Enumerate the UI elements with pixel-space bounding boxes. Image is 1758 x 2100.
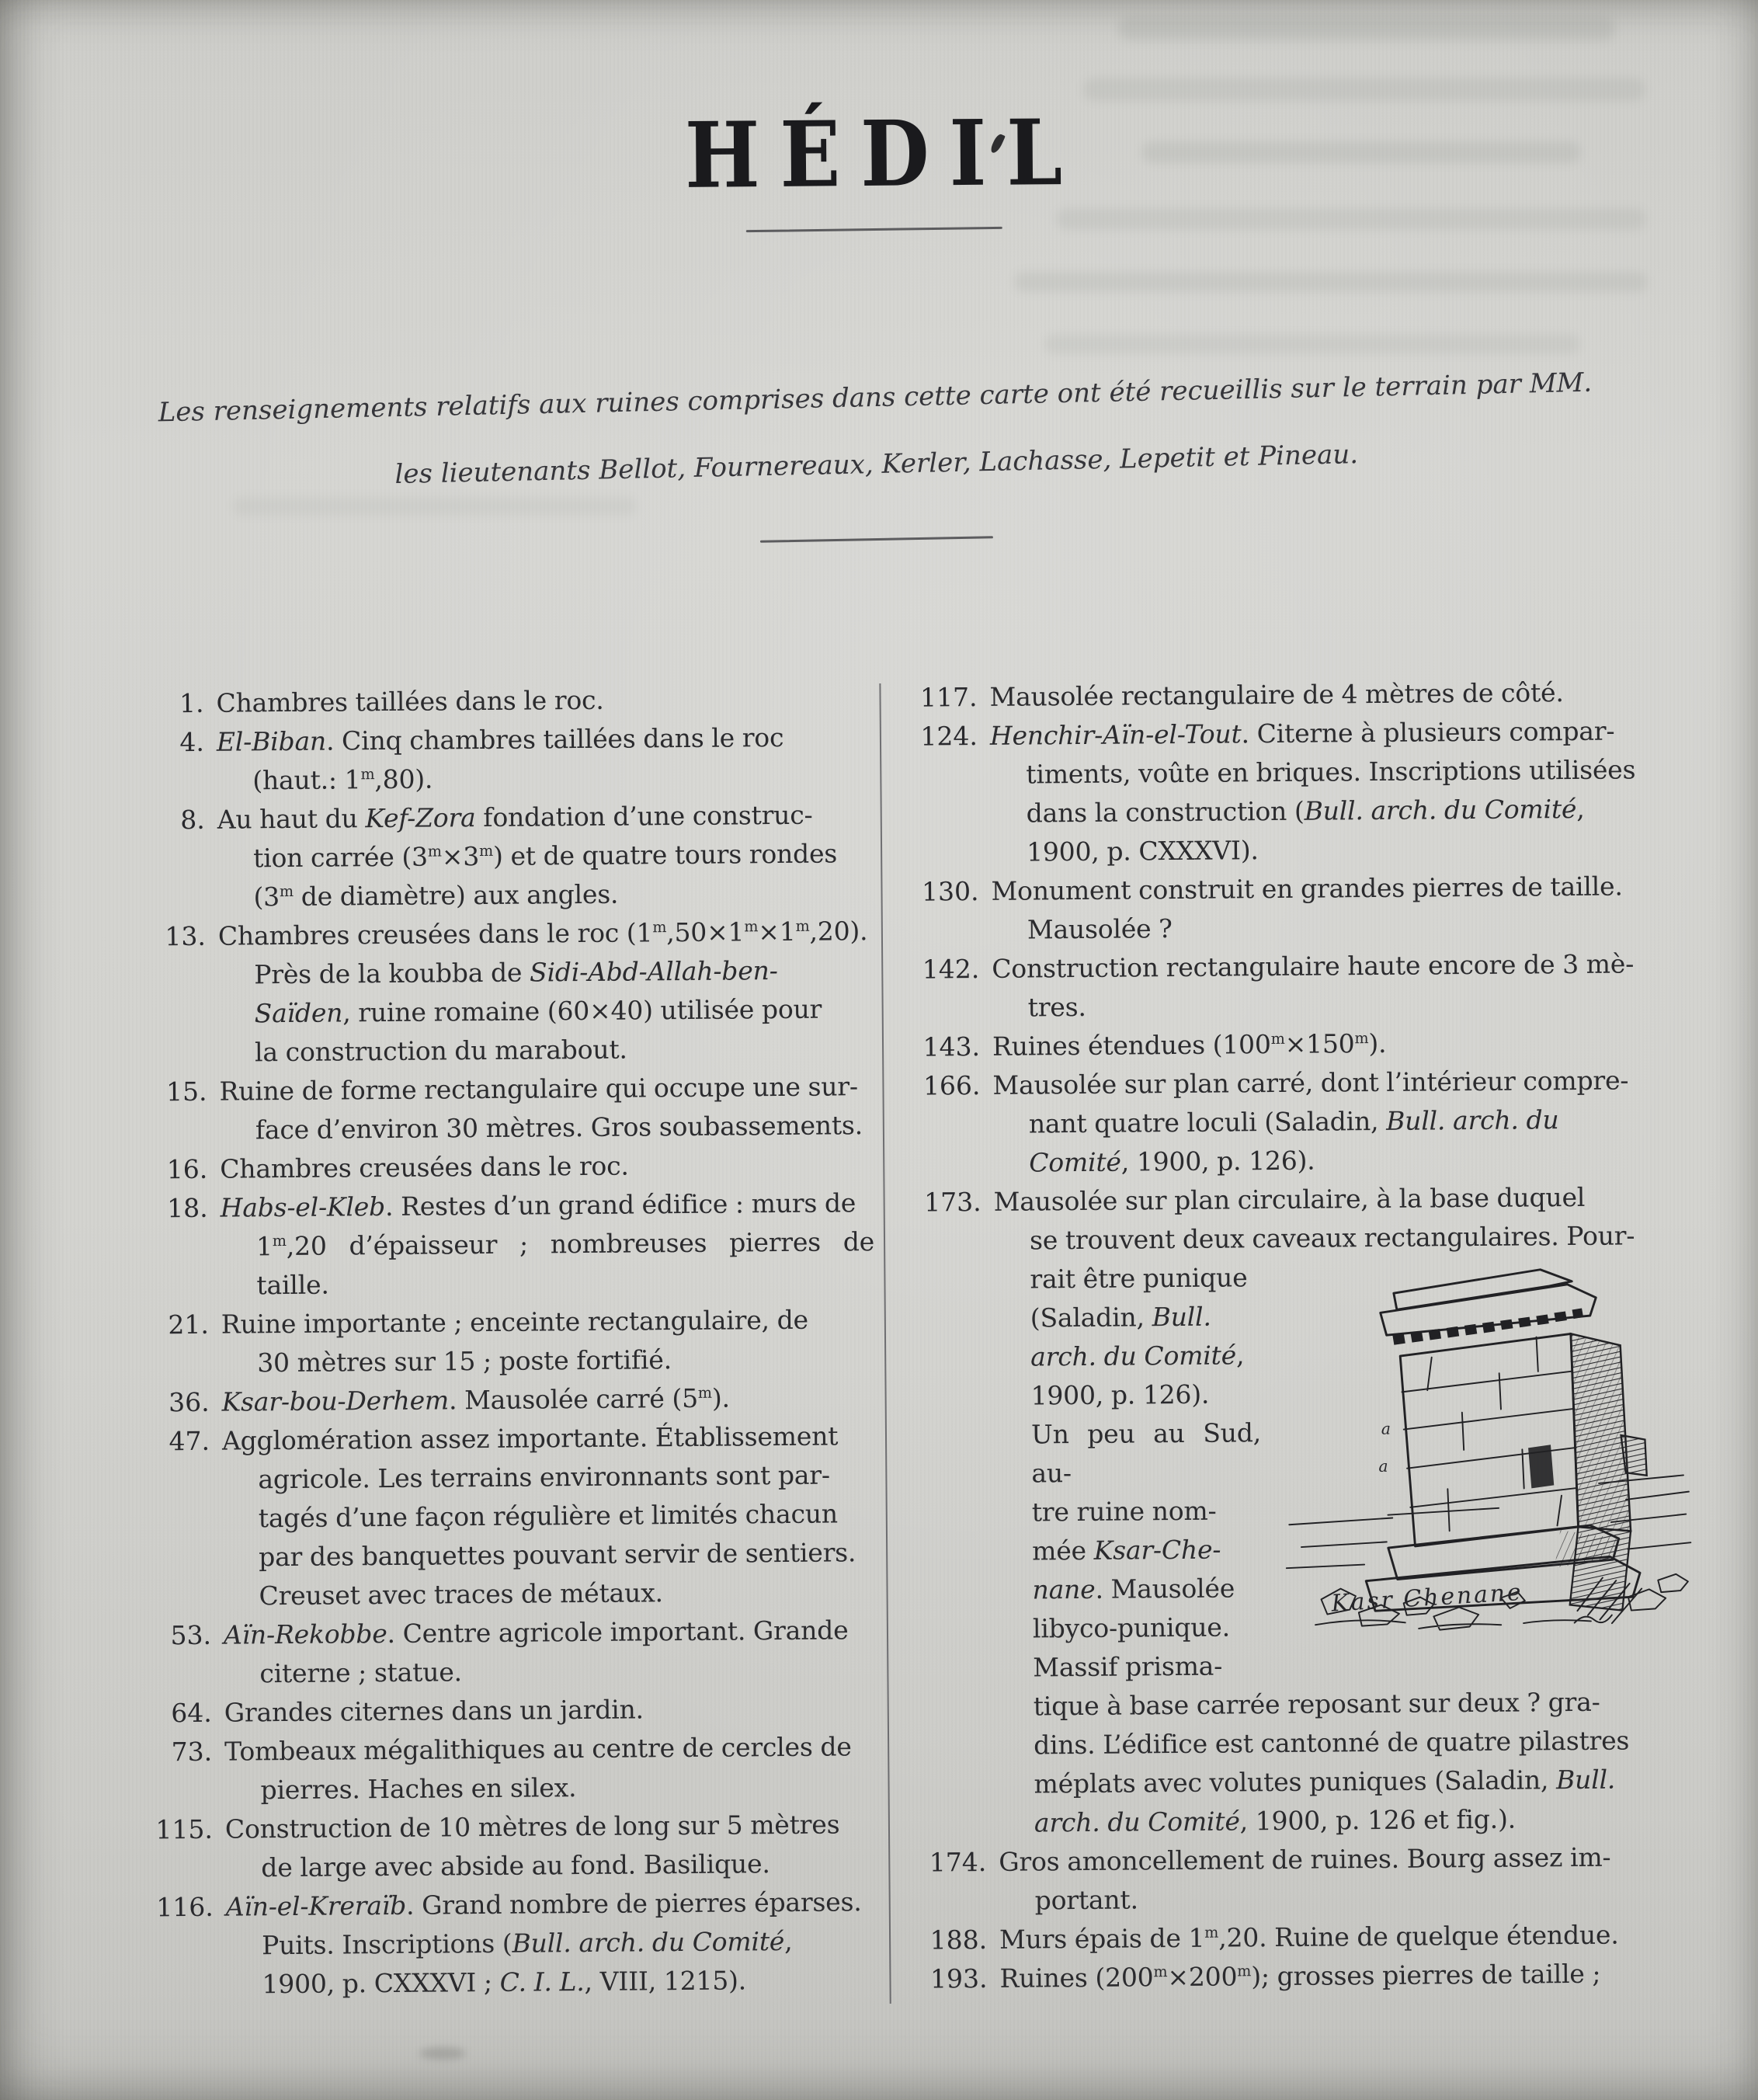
list-item xyxy=(137,1300,876,1383)
item-text: Construction de 10 mètres de long sur 5 mètres de large avec abside au fond. Basilique. xyxy=(224,1809,840,1883)
tower-front-face xyxy=(1400,1333,1579,1546)
item-text: Ruine importante ; enceinte rectangulaire, de 30 mètres sur 15 ; poste fortifié. xyxy=(221,1304,809,1379)
footing-hatched xyxy=(1569,1527,1631,1612)
item-number: 21. xyxy=(168,1309,209,1340)
item-text: Tombeaux mégalithiques au centre de cercles de pierres. Haches en silex. xyxy=(224,1731,852,1806)
page-content xyxy=(0,99,1758,2037)
item-number: 117. xyxy=(919,682,978,713)
intro-paragraph: Les renseignements relatifs aux ruines comprises dans cette carte ont été recueillis sur le terrain par MM. les lieutenants Bellot, Fournereaux, Kerler, Lachasse, Lepetit et Pineau. xyxy=(158,367,1593,490)
cap-dentils xyxy=(1392,1308,1583,1344)
item-text: Henchir-Aïn-el-Tout. Citerne à plusieurs compar- timents, voûte en briques. Inscriptions utilisées dans la construction (Bull. arch. du Comité, 1900, p. CXXXVI). xyxy=(989,715,1636,867)
list-item xyxy=(142,1883,881,2004)
list-item xyxy=(132,679,870,723)
list-item xyxy=(902,1022,1696,1067)
side-step-out xyxy=(1621,1435,1647,1476)
list-item xyxy=(899,673,1693,718)
item-text: Mausolée rectangulaire de 4 mètres de côté. xyxy=(989,677,1564,712)
item-number: 64. xyxy=(171,1697,212,1729)
item-number: 188. xyxy=(929,1924,988,1956)
item-text: Grandes citernes dans un jardin. xyxy=(224,1694,644,1728)
item-number: 115. xyxy=(155,1813,214,1845)
sketch-annotation-a1: a xyxy=(1381,1419,1391,1438)
item-number: 193. xyxy=(929,1963,988,1994)
item-text: Habs-el-Kleb. Restes d’un grand édifice : murs de 1$^m$,20 d’épaisseur ; nombreuses pierres de taille. xyxy=(220,1187,875,1301)
item-number: 130. xyxy=(921,875,979,907)
front-course-lines xyxy=(1402,1337,1578,1532)
item-number: 8. xyxy=(180,804,205,836)
front-shadow-gap xyxy=(1528,1445,1554,1488)
item-text: Mausolée sur plan circulaire, à la base duquel se trouvent deux caveaux rectangulaires. Pour- a a Kasr Chenane rait être punique (Saladin, Bull. arch. du Comité, 1900, p. 126). Un peu au Sud, au- tre ruine nom- mée Ksar-Che- nane. Mausolée libyco-punique. Massif prisma- tique à base carrée reposant sur deux ? gra- dins. L’édifice est cantonné de quatre pilastres méplats avec volutes puniques (Saladin, Bull. arch. du Comité, 1900, p. 126 et fig.). xyxy=(993,1177,1702,1843)
item-number: 16. xyxy=(166,1153,208,1185)
list-item xyxy=(909,1954,1703,1999)
list-item xyxy=(135,1067,874,1150)
item-number: 36. xyxy=(168,1386,210,1418)
sketch-annotation-a2: a xyxy=(1378,1456,1388,1476)
list-item xyxy=(141,1727,879,1810)
item-number: 124. xyxy=(920,720,978,752)
item-text: Aïn-Rekobbe. Centre agricole important. Grande citerne ; statue. xyxy=(223,1615,849,1689)
column-divider xyxy=(879,683,891,2004)
item-text: El-Biban. Cinq chambres taillées dans le roc (haut.: 1$^m$,80). xyxy=(216,721,784,796)
cap-slab-upper xyxy=(1394,1269,1572,1309)
item-text: Mausolée sur plan carré, dont l’intérieur compre- nant quatre loculi (Saladin, Bull. arch. du Comité, 1900, p. 126). xyxy=(992,1065,1629,1178)
list-item xyxy=(136,1145,874,1189)
item-text: Ksar-bou-Derhem. Mausolée carré (5$^m$). xyxy=(221,1382,730,1417)
list-item xyxy=(902,944,1696,1028)
figure-wrap xyxy=(1030,1255,1702,1843)
item-number: 174. xyxy=(929,1846,987,1878)
item-number: 142. xyxy=(922,953,980,985)
item-text: Chambres creusées dans le roc $(1^m,50\times 1^m\times 1^m,20)$. Près de la koubba de Sidi-Abd-Allah-ben- Saïden, ruine romaine (60×40) utilisée pour la construction du marabout. xyxy=(217,916,868,1068)
list-item xyxy=(141,1805,880,1888)
item-text: Monument construit en grandes pierres de taille. Mausolée ? xyxy=(991,871,1623,945)
item-number: 4. xyxy=(179,726,205,758)
item-text: Aïn-el-Kreraïb. Grand nombre de pierres éparses. Puits. Inscriptions (Bull. arch. du Comité, 1900, p. CXXXVI ; C. I. L., VIII, 1215). xyxy=(225,1886,862,2000)
list-item xyxy=(909,1915,1703,1960)
item-number: 143. xyxy=(922,1031,981,1062)
list-item xyxy=(136,1184,874,1306)
list-item xyxy=(901,867,1695,951)
item-number: 15. xyxy=(165,1076,207,1107)
item-text: Construction rectangulaire haute encore de 3 mè- tres. xyxy=(992,948,1635,1023)
list-item xyxy=(902,1061,1697,1184)
item-number: 47. xyxy=(169,1425,210,1457)
item-number: 13. xyxy=(165,920,207,952)
figure-caption: Kasr Chenane xyxy=(1330,1578,1524,1618)
list-item xyxy=(141,1688,878,1733)
list-item xyxy=(903,1177,1702,1844)
item-text: Chambres taillées dans le roc. xyxy=(216,684,604,718)
title-rule xyxy=(746,227,1002,232)
item-text: Chambres creusées dans le roc. xyxy=(220,1150,629,1184)
bleedthrough-ghost-line xyxy=(1118,17,1615,40)
mausoleum-sketch-figure xyxy=(1273,1257,1696,1637)
list-item xyxy=(909,1838,1703,1921)
item-text: Ruines étendues $(100^m\times 150^m)$. xyxy=(992,1027,1387,1062)
item-number: 173. xyxy=(924,1186,981,1218)
column-right xyxy=(899,673,1703,1999)
mausoleum-sketch-drawing xyxy=(1273,1257,1696,1637)
page-title: HÉDIL xyxy=(684,99,1083,210)
ruins-list xyxy=(132,673,1704,2036)
scan-smudge xyxy=(419,2047,466,2060)
list-item xyxy=(900,711,1695,873)
item-number: 116. xyxy=(156,1891,214,1923)
item-text: Ruine de forme rectangulaire qui occupe une sur- face d’environ 30 mètres. Gros soubassements. xyxy=(219,1071,863,1146)
item-text: Au haut du Kef-Zora fondation d’une construc- tion carrée $(3^m\times 3^m)$ et de quatre tours rondes (3$^m$ de diamètre) aux angles. xyxy=(217,799,838,913)
list-item xyxy=(134,795,872,917)
item-number: 18. xyxy=(167,1192,208,1224)
list-item xyxy=(137,1378,875,1422)
item-number: 53. xyxy=(170,1619,212,1651)
item-number: 73. xyxy=(171,1736,213,1768)
item-number: 1. xyxy=(179,687,204,719)
item-text-beside-figure: rait être punique (Saladin, Bull. arch. du Comité, 1900, p. 126). Un peu au Sud, au- tre ruine nom- mée Ksar-Che- nane. Mausolée libyco-punique. Massif prisma- tique à base carrée reposant sur deux ? gra- dins. L’édifice est cantonné de quatre pilastres méplats avec volutes puniques (Saladin, Bull. arch. du Comité, 1900, p. 126 et fig.). xyxy=(1030,1262,1630,1838)
item-text: Murs épais de 1$^m$,20. Ruine de quelque étendue. xyxy=(999,1919,1619,1955)
bleedthrough-ghost-line xyxy=(1083,78,1645,101)
item-text: Ruines $(200^m\times 200^m)$; grosses pierres de taille ; xyxy=(999,1958,1601,1994)
section-rule xyxy=(760,536,993,542)
item-text: Agglomération assez importante. Établissement agricole. Les terrains environnants sont par- tagés d’une façon régulière et limités chacun par des banquettes pouvant servir de sentiers. Creuset avec traces de métaux. xyxy=(221,1420,856,1612)
list-item xyxy=(134,912,874,1073)
column-left xyxy=(132,679,880,2004)
list-item xyxy=(138,1417,877,1616)
item-number: 166. xyxy=(922,1069,981,1101)
list-item xyxy=(140,1611,878,1694)
item-text: Gros amoncellement de ruines. Bourg assez im- portant. xyxy=(999,1841,1611,1916)
list-item xyxy=(133,718,871,801)
